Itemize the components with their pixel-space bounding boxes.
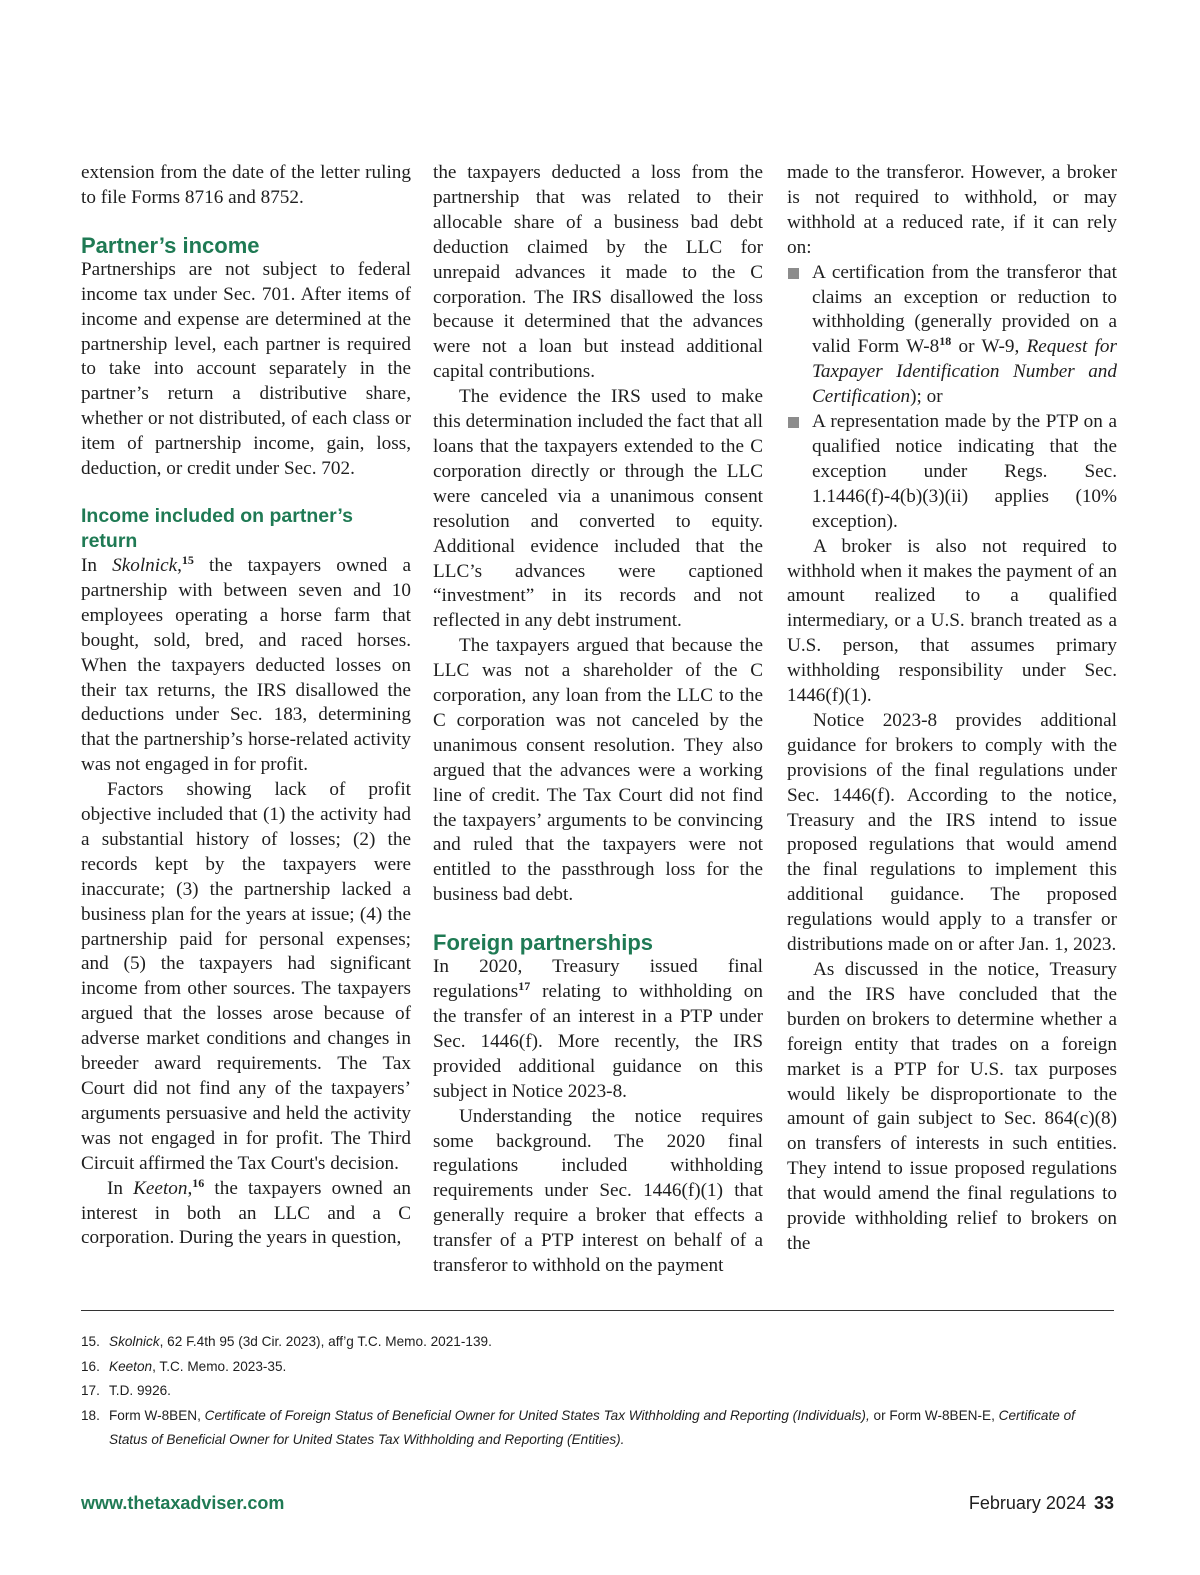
column-1 (81, 161, 411, 1251)
paragraph-transferor-continued: made to the transferor. However, a broker is not required to withhold, or may withhold at a reduced rate, if it can rely on: (787, 162, 1117, 258)
paragraph-keeton: In Keeton,$^{16}$ the taxpayers owned an interest in both an LLC and a C corporation. During the years in question, (81, 1175, 411, 1249)
paragraph-skolnick: In Skolnick,$^{15}$ the taxpayers owned a partnership with between seven and 10 employees operating a horse farm that bought, sold, bred, and raced horses. When the taxpayers deducted losses on their tax returns, the IRS disallowed the deductions under Sec. 183, determining that the partnership’s horse-related activity was not engaged in for profit. (81, 552, 411, 776)
list-item: A certification from the transferor that claims an exception or reduction to withholding (generally provided on a valid Form $W-8^{18}$ or W-9, Request for Taxpayer Identification Number and Certification); or (787, 261, 1117, 410)
heading-income-included: Income included on partner’s return (81, 504, 353, 552)
paragraph-intro: extension from the date of the letter ruling to file Forms 8716 and 8752. (81, 162, 411, 208)
footnote-18: 18. Form W-8BEN, Certificate of Foreign Status of Beneficial Owner for United States Tax Withholding and Reporting (Individuals), or Form W-8BEN-E, Certificate of Status of Beneficial Owner for United States Tax Withholding and Reporting (Entities). (81, 1407, 1075, 1447)
heading-foreign-partnerships: Foreign partnerships (433, 930, 654, 956)
column-2 (433, 161, 763, 1279)
paragraph-understanding: Understanding the notice requires some background. The 2020 final regulations included withholding requirements under Sec. 1446(f)(1) that generally require a broker that effects a transfer of a PTP interest on behalf of a transferor to withhold on the payment (433, 1105, 763, 1277)
paragraph-notice: Notice 2023-8 provides additional guidance for brokers to comply with the provisions of the final regulations under Sec. 1446(f). According to the notice, Treasury and the IRS intend to issue proposed regulations that would amend the final regulations to implement this additional guidance. The proposed regulations would apply to a transfer or distributions made on or after Jan. 1, 2023. (787, 709, 1117, 956)
paragraph-keeton-continued: the taxpayers deducted a loss from the partnership that was related to their allocable share of a business bad debt deduction claimed by the LLC for unrepaid advances it made to the C corporation. The IRS disallowed the loss because it determined that the advances were not a loan but instead additional capital contributions. (433, 162, 763, 383)
form-title: Request for Taxpayer Identification Number and Certification (812, 336, 1117, 408)
column-3 (787, 161, 1117, 1257)
footnote-ref-18[interactable]: 18 (939, 334, 952, 349)
case-name-skolnick: Skolnick (112, 554, 178, 576)
heading-partners-income: Partner’s income (81, 232, 260, 258)
page-number: 33 (1093, 1493, 1114, 1513)
square-bullet-icon (788, 268, 799, 279)
paragraph-final-regulations: In 2020, Treasury issued final regulations$^{17}$ relating to withholding on the transfer of an interest in a PTP under Sec. 1446(f). More recently, the IRS provided additional guidance on this subject in Notice 2023-8. (433, 956, 763, 1102)
square-bullet-icon (788, 417, 799, 428)
paragraph-discussed: As discussed in the notice, Treasury and the IRS have concluded that the burden on brokers to determine whether a foreign entity that trades on a foreign market is a PTP for U.S. tax purposes would likely be disproportionate to the amount of gain subject to Sec. 864(c)(8) on transfers of interests in such entities. They intend to issue proposed regulations that would amend the final regulations to provide withholding relief to brokers on the (787, 959, 1117, 1254)
footnote-divider (81, 1310, 1114, 1311)
issue-and-page (969, 1493, 1114, 1514)
website-link[interactable]: www.thetaxadviser.com (81, 1493, 285, 1513)
paragraph-argued: The taxpayers argued that because the LLC was not a shareholder of the C corporation, any loan from the LLC to the C corporation was not canceled by the unanimous consent resolution. They also argued that the advances were a working line of credit. The Tax Court did not find the taxpayers’ arguments to be convincing and ruled that the taxpayers were not entitled to the passthrough loss for the business bad debt. (433, 635, 763, 906)
bullet-list (787, 261, 1117, 535)
paragraph-factors: Factors showing lack of profit objective included that (1) the activity had a substantial history of losses; (2) the records kept by the taxpayers were inaccurate; (3) the partnership lacked a business plan for the years at issue; (4) the partnership paid for personal expenses; and (5) the taxpayers had significant income from other sources. The taxpayers argued that the losses arose because of adverse market conditions and changes in breeder award requirements. The Tax Court did not find any of the taxpayers’ arguments persuasive and held the activity was not engaged in for profit. The Third Circuit affirmed the Tax Court's decision. (81, 779, 411, 1174)
paragraph-partners-income: Partnerships are not subject to federal income tax under Sec. 701. After items of income and expense are determined at the partnership level, each partner is required to take into account separately in the partner’s return a distributive share, whether or not distributed, of each class or item of partnership income, gain, loss, deduction, or credit under Sec. 702. (81, 258, 411, 480)
footnote-16: 16. Keeton, T.C. Memo. 2023-35. (81, 1358, 287, 1374)
footnote-15: 15. Skolnick, 62 F.4th 95 (3d Cir. 2023), aff’g T.C. Memo. 2021-139. (81, 1334, 492, 1349)
footnotes (81, 1330, 1114, 1453)
issue-date: February 2024 (968, 1493, 1086, 1513)
case-name-keeton: Keeton (133, 1177, 188, 1199)
footnote-17: 17. T.D. 9926. (81, 1383, 171, 1398)
paragraph-broker: A broker is also not required to withhold when it makes the payment of an amount realized to a qualified intermediary, or a U.S. branch treated as a U.S. person, that assumes primary withholding responsibility under Sec. 1446(f)(1). (787, 535, 1117, 707)
footnote-ref-17[interactable]: 17 (518, 979, 531, 994)
footnote-ref-15[interactable]: 15 (181, 552, 194, 567)
paragraph-evidence: The evidence the IRS used to make this determination included the fact that all loans that the taxpayers extended to the C corporation directly or through the LLC were canceled via a unanimous consent resolution and converted to equity. Additional evidence included that the LLC’s advances were captioned “investment” in its records and not reflected in any debt instrument. (433, 386, 763, 632)
footnote-ref-16[interactable]: 16 (192, 1175, 205, 1190)
list-item: A representation made by the PTP on a qualified notice indicating that the exception under Regs. Sec. 1.1446(f)-4(b)(3)(ii) applies (10% exception). (787, 410, 1117, 535)
